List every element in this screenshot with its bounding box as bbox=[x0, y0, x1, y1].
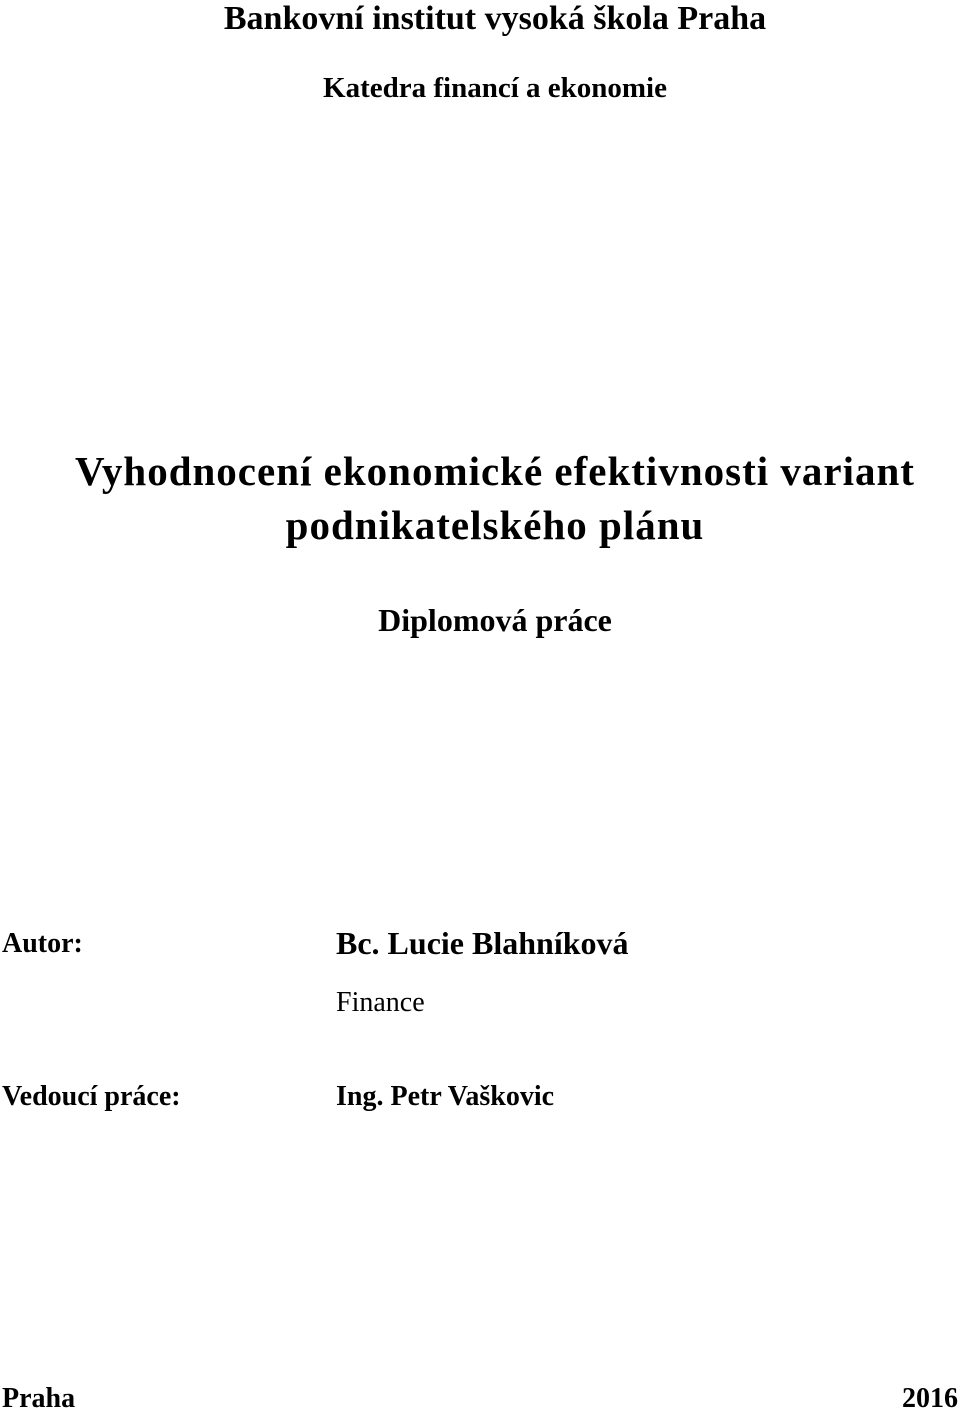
supervisor-name: Ing. Petr Vaškovic bbox=[336, 1081, 555, 1112]
author-label: Autor: bbox=[2, 928, 83, 959]
footer-city: Praha bbox=[2, 1383, 76, 1414]
footer-year: 2016 bbox=[902, 1383, 958, 1414]
study-program: Finance bbox=[336, 987, 425, 1018]
thesis-type: Diplomová práce bbox=[378, 602, 612, 638]
author-name: Bc. Lucie Blahníková bbox=[336, 925, 629, 961]
thesis-title-line-2: podnikatelského plánu bbox=[285, 502, 705, 548]
supervisor-label: Vedoucí práce: bbox=[2, 1081, 181, 1112]
thesis-title-line-1: Vyhodnocení ekonomické efektivnosti variant bbox=[75, 448, 915, 494]
institution-name: Bankovní institut vysoká škola Praha bbox=[223, 0, 767, 37]
department-name: Katedra financí a ekonomie bbox=[323, 72, 667, 104]
